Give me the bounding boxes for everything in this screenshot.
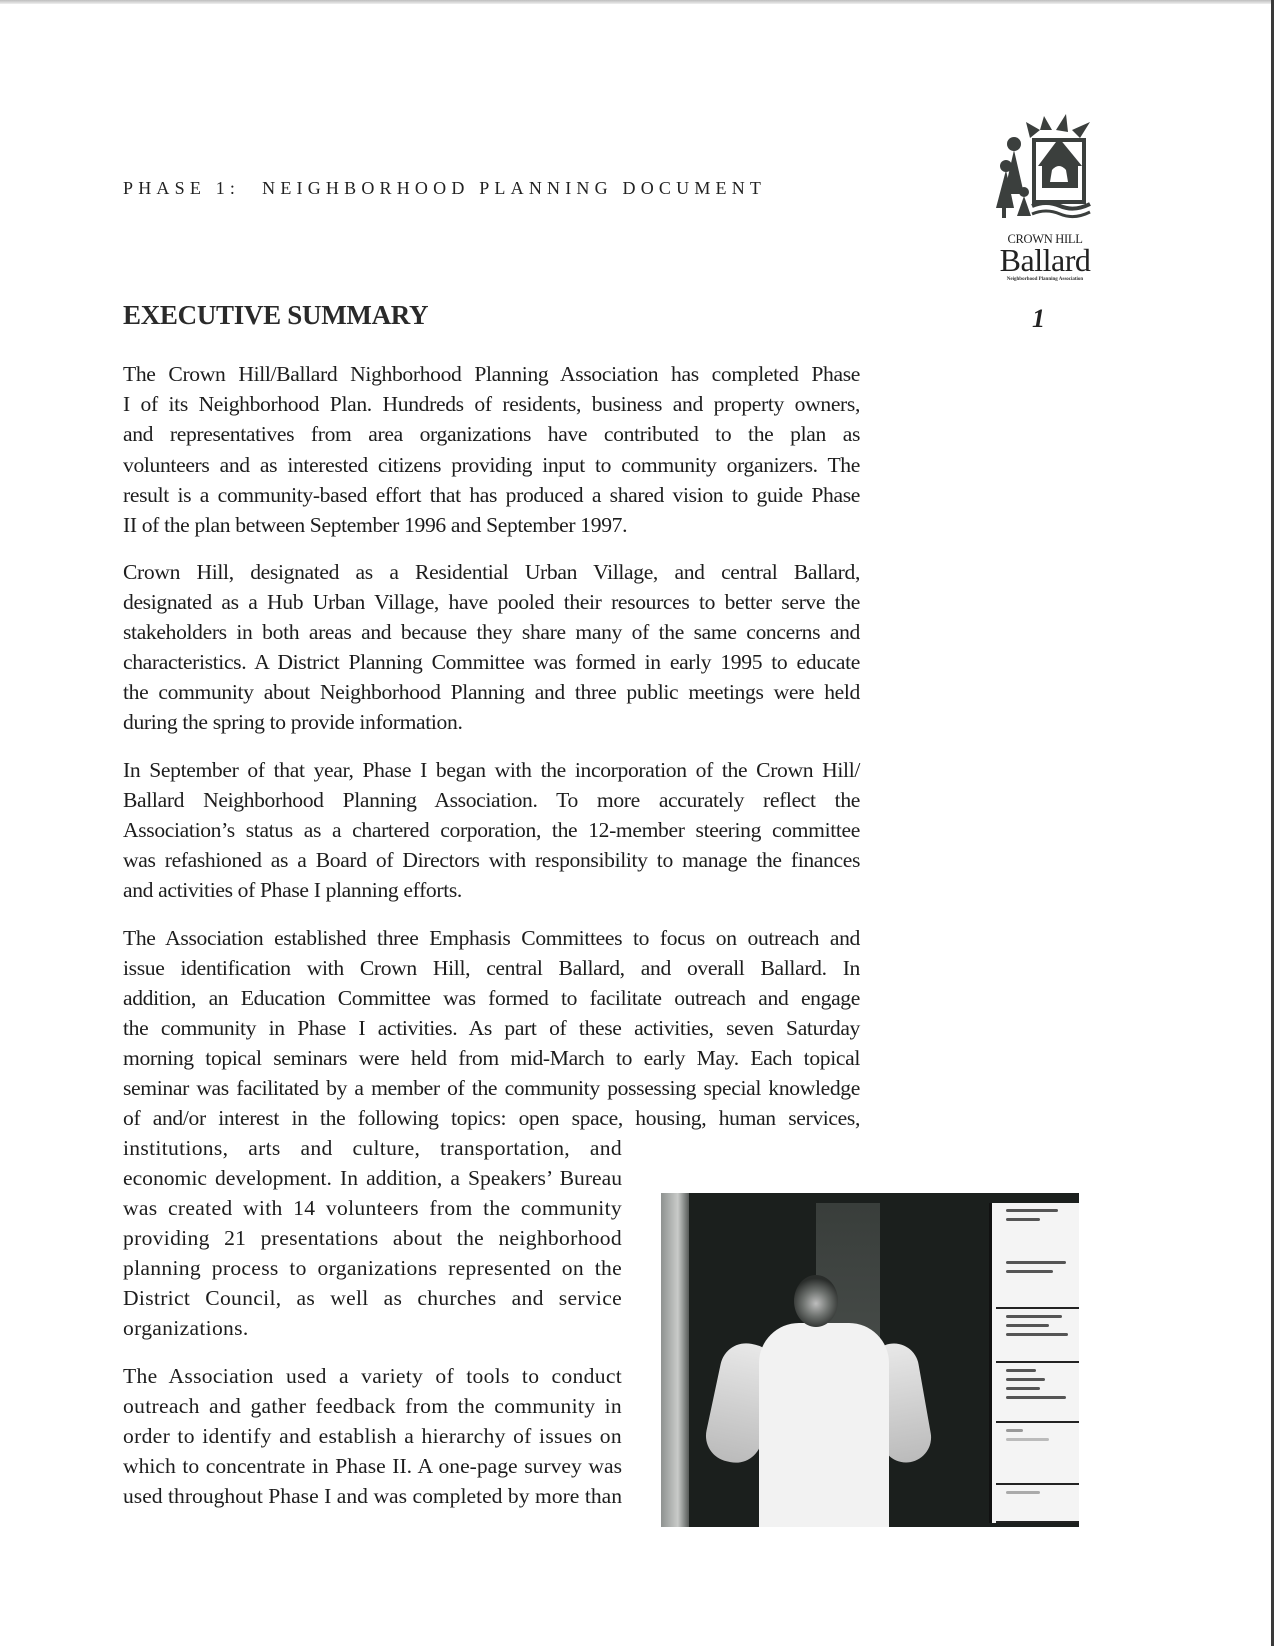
section-title: EXECUTIVE SUMMARY <box>123 300 429 330</box>
photo-note <box>996 1363 1079 1423</box>
logo-text-crown-hill: CROWN HILL <box>1007 232 1083 246</box>
text-line: which to concentrate in Phase II. A one-page survey was <box>123 1454 622 1478</box>
text-line: In September of that year, Phase I began with the incorporation of the Crown Hill/ <box>123 758 860 782</box>
text-line: District Council, as well as churches and service <box>123 1286 622 1310</box>
photo-edge <box>661 1193 689 1527</box>
text-line: the community about Neighborhood Planning and three public meetings were held <box>123 680 860 704</box>
photo-note <box>996 1423 1079 1485</box>
text-line: providing 21 presentations about the neighborhood <box>123 1226 622 1250</box>
text-line: outreach and gather feedback from the community in <box>123 1394 622 1418</box>
logo-text-association: Neighborhood Planning Association <box>1006 277 1084 282</box>
text-line: The Association established three Emphasis Committees to focus on outreach and <box>123 926 860 950</box>
text-line: The Association used a variety of tools to conduct <box>123 1364 622 1388</box>
text-line: I of its Neighborhood Plan. Hundreds of residents, business and property owners, <box>123 392 860 416</box>
text-line: order to identify and establish a hierarchy of issues on <box>123 1424 622 1448</box>
photo-note <box>996 1485 1079 1523</box>
photo-note <box>996 1309 1079 1363</box>
logo-text-ballard: Ballard <box>999 242 1091 278</box>
text-line: Crown Hill, designated as a Residential Urban Village, and central Ballard, <box>123 560 860 584</box>
photo-presenter-head <box>794 1275 838 1327</box>
text-line: stakeholders in both areas and because they share many of the same concerns and <box>123 620 860 644</box>
text-line: was created with 14 volunteers from the community <box>123 1196 622 1220</box>
text-line: designated as a Hub Urban Village, have pooled their resources to better serve the <box>123 590 860 614</box>
text-line: II of the plan between September 1996 and September 1997. <box>123 513 628 537</box>
text-line: Ballard Neighborhood Planning Association. To more accurately reflect the <box>123 788 860 812</box>
photo-note <box>996 1203 1079 1309</box>
page-number: 1 <box>1032 304 1045 333</box>
text-line: of and/or interest in the following topics: open space, housing, human services, <box>123 1106 860 1130</box>
text-line: planning process to organizations represented on the <box>123 1256 622 1280</box>
header-phase-label: PHASE 1: <box>123 178 241 198</box>
photo-notes-board <box>989 1203 1079 1523</box>
text-line: Association’s status as a chartered corporation, the 12-member steering committee <box>123 818 860 842</box>
presenter-photo <box>661 1193 1079 1527</box>
text-line: institutions, arts and culture, transportation, and <box>123 1136 622 1160</box>
text-line: and representatives from area organizations have contributed to the plan as <box>123 422 860 446</box>
text-line: organizations. <box>123 1316 249 1340</box>
text-line: seminar was facilitated by a member of the community possessing special knowledge <box>123 1076 860 1100</box>
photo-presenter-body <box>759 1323 889 1527</box>
text-line: economic development. In addition, a Speakers’ Bureau <box>123 1166 622 1190</box>
text-line: result is a community-based effort that has produced a shared vision to guide Phase <box>123 483 860 507</box>
text-line: during the spring to provide information. <box>123 710 463 734</box>
running-header <box>123 178 766 199</box>
scan-top-edge <box>0 0 1274 4</box>
header-document-label: NEIGHBORHOOD PLANNING DOCUMENT <box>262 178 767 198</box>
text-line: issue identification with Crown Hill, central Ballard, and overall Ballard. In <box>123 956 860 980</box>
crown-hill-ballard-logo-icon <box>996 108 1094 232</box>
text-line: was refashioned as a Board of Directors with responsibility to manage the finances <box>123 848 860 872</box>
text-line: and activities of Phase I planning efforts. <box>123 878 462 902</box>
organization-logo <box>990 108 1100 288</box>
text-line: used throughout Phase I and was completed by more than <box>123 1484 622 1508</box>
text-line: addition, an Education Committee was formed to facilitate outreach and engage <box>123 986 860 1010</box>
text-line: The Crown Hill/Ballard Nighborhood Planning Association has completed Phase <box>123 362 860 386</box>
text-line: characteristics. A District Planning Committee was formed in early 1995 to educate <box>123 650 860 674</box>
text-line: volunteers and as interested citizens providing input to community organizers. The <box>123 453 860 477</box>
text-line: the community in Phase I activities. As part of these activities, seven Saturday <box>123 1016 860 1040</box>
text-line: morning topical seminars were held from mid-March to early May. Each topical <box>123 1046 860 1070</box>
